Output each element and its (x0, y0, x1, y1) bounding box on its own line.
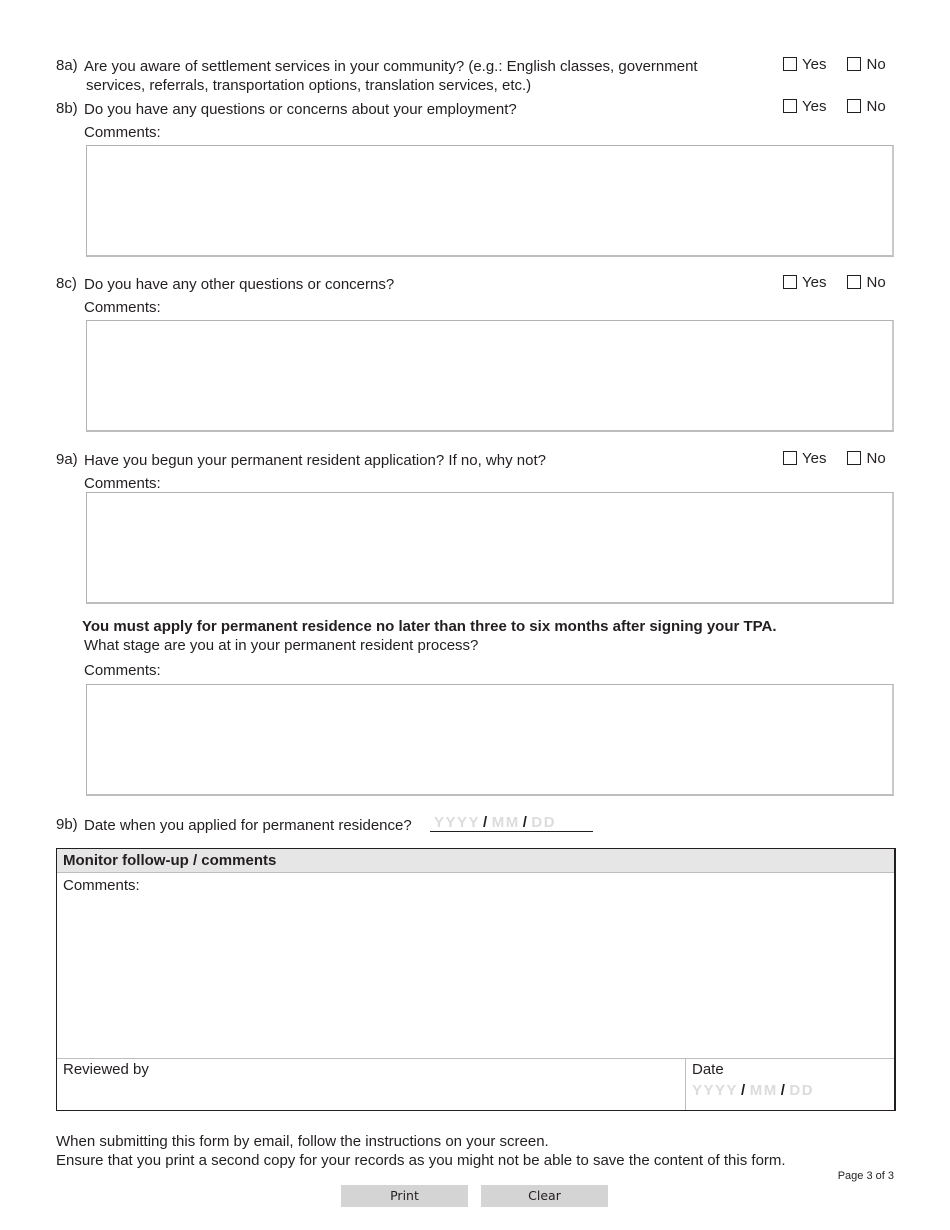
q9b-date-sep-2: / (522, 814, 529, 831)
review-date-year: YYYY (692, 1082, 739, 1099)
q9b-date-sep-1: / (483, 814, 489, 831)
q9a-stage-comments-label: Comments: (84, 662, 161, 679)
monitor-comments-label: Comments: (63, 877, 140, 894)
monitor-follow-up-box (56, 848, 896, 1111)
reviewed-by-label: Reviewed by (63, 1061, 149, 1078)
q8c-text: Do you have any other questions or concerns? (84, 276, 395, 293)
q8b-yes-no (783, 99, 886, 115)
q9a-no-checkbox[interactable] (847, 451, 861, 465)
q8b-no-label: No (866, 98, 886, 115)
q9a-no-option[interactable] (847, 451, 885, 467)
q8c-comments-field[interactable] (86, 320, 894, 432)
review-date-sep-1: / (741, 1082, 747, 1099)
q8a-line1: Are you aware of settlement services in your community? (e.g.: English classes, government (84, 58, 698, 75)
q8a-line2: services, referrals, transportation options, translation services, etc.) (86, 77, 532, 94)
q8b-comments-field[interactable] (86, 145, 894, 257)
q9a-text: Have you begun your permanent resident application? If no, why not? (84, 452, 546, 469)
q8b-number: 8b) (56, 100, 78, 117)
q8a-yes-label: Yes (802, 56, 827, 73)
q8b-yes-checkbox[interactable] (783, 99, 797, 113)
q8a-yes-option[interactable] (783, 57, 826, 73)
q8a-no-option[interactable] (847, 57, 885, 73)
monitor-title: Monitor follow-up / comments (57, 849, 894, 873)
q9a-number: 9a) (56, 451, 78, 468)
q8c-number: 8c) (56, 275, 77, 292)
q8b-yes-label: Yes (802, 98, 827, 115)
q8c-no-checkbox[interactable] (847, 275, 861, 289)
q8a-text (84, 57, 698, 95)
review-date-month: MM (749, 1082, 778, 1099)
q9a-yes-no (783, 451, 886, 467)
page-number: Page 3 of 3 (837, 1170, 894, 1182)
q9b-date-year: YYYY (434, 814, 481, 831)
monitor-review-row (57, 1059, 894, 1110)
reviewed-by-field[interactable] (57, 1059, 686, 1110)
q8c-yes-no (783, 275, 886, 291)
q8c-comments-label: Comments: (84, 299, 161, 316)
q8b-comments-label: Comments: (84, 124, 161, 141)
q9a-yes-label: Yes (802, 450, 827, 467)
q8c-yes-checkbox[interactable] (783, 275, 797, 289)
q8a-no-label: No (866, 56, 886, 73)
q9a-comments-label: Comments: (84, 475, 161, 492)
q9a-no-label: No (866, 450, 886, 467)
q8b-no-checkbox[interactable] (847, 99, 861, 113)
review-date-input[interactable] (692, 1082, 888, 1099)
monitor-comments-field[interactable] (57, 873, 894, 1059)
q8c-yes-label: Yes (802, 274, 827, 291)
q9b-date-day: DD (531, 814, 557, 831)
q8b-text: Do you have any questions or concerns about your employment? (84, 101, 517, 118)
q8b-no-option[interactable] (847, 99, 885, 115)
q9a-stage-comments-field[interactable] (86, 684, 894, 796)
q9a-yes-checkbox[interactable] (783, 451, 797, 465)
review-date-sep-2: / (780, 1082, 787, 1099)
q8a-no-checkbox[interactable] (847, 57, 861, 71)
clear-button[interactable]: Clear (481, 1185, 608, 1207)
footer-instructions-1: When submitting this form by email, follow the instructions on your screen. (56, 1133, 549, 1150)
footer-instructions-2: Ensure that you print a second copy for your records as you might not be able to save the content of this form. (56, 1152, 786, 1169)
review-date-day: DD (789, 1082, 815, 1099)
q9a-stage-question: What stage are you at in your permanent resident process? (84, 637, 479, 654)
print-button[interactable]: Print (341, 1185, 468, 1207)
q8c-no-label: No (866, 274, 886, 291)
q8a-number: 8a) (56, 57, 78, 74)
q8a-yes-checkbox[interactable] (783, 57, 797, 71)
q8c-yes-option[interactable] (783, 275, 826, 291)
q9b-date-input[interactable] (430, 812, 593, 832)
q9a-yes-option[interactable] (783, 451, 826, 467)
q8b-yes-option[interactable] (783, 99, 826, 115)
q8a-yes-no (783, 57, 886, 73)
q9b-date-month: MM (491, 814, 520, 831)
q9b-number: 9b) (56, 816, 78, 833)
q8c-no-option[interactable] (847, 275, 885, 291)
review-date-field[interactable] (686, 1059, 894, 1110)
q9a-deadline-note: You must apply for permanent residence no later than three to six months after signing your TPA. (82, 618, 777, 635)
q9a-comments-field[interactable] (86, 492, 894, 604)
q9b-text: Date when you applied for permanent residence? (84, 817, 412, 834)
review-date-label: Date (692, 1061, 724, 1078)
